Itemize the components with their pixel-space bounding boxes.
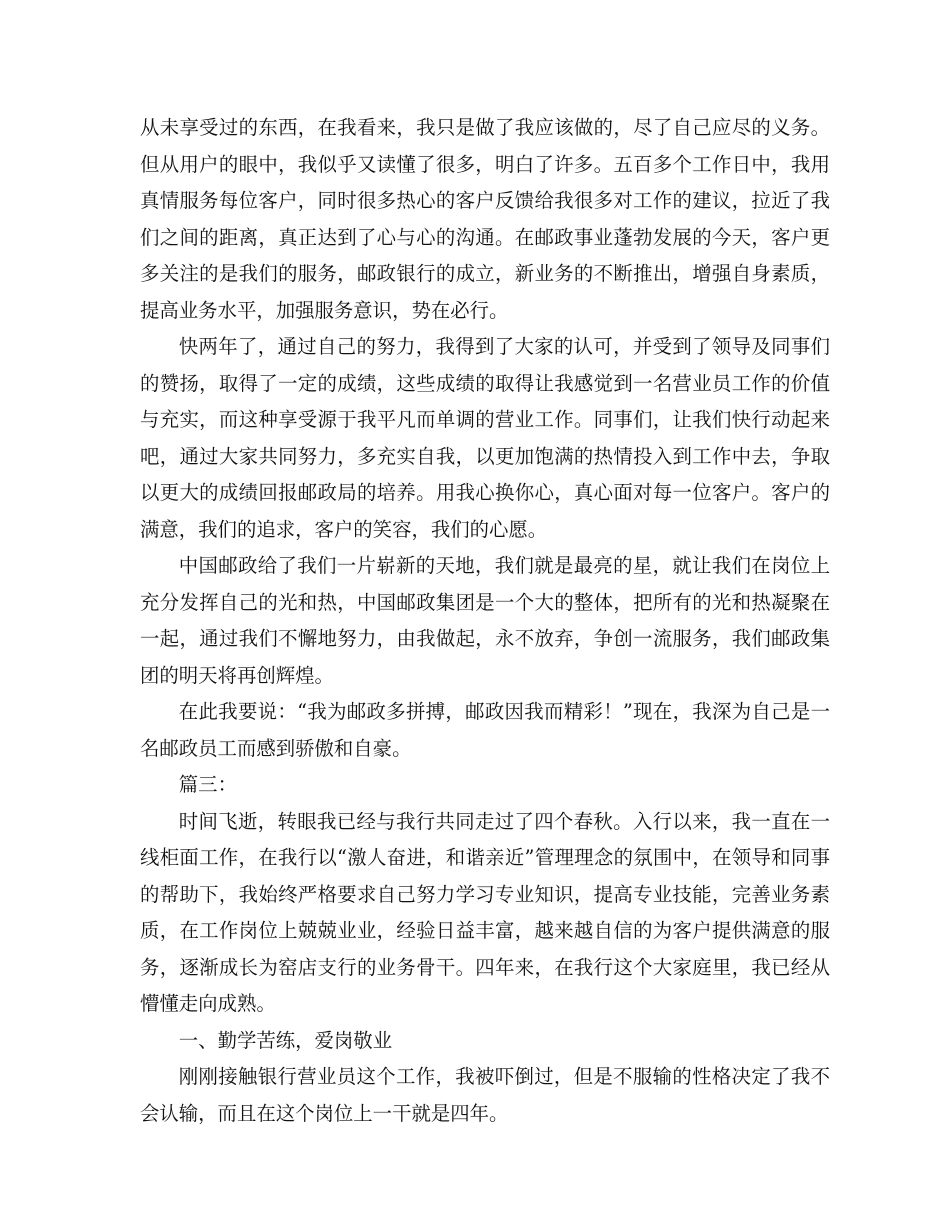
document-body — [140, 110, 830, 1132]
paragraph-6: 刚刚接触银行营业员这个工作，我被吓倒过，但是不服输的性格决定了我不会认输，而且在这个岗位上一干就是四年。 — [140, 1065, 830, 1125]
section-heading-part-three: 篇三： — [178, 773, 237, 796]
subheading-diligent-study: 一、勤学苦练，爱岗敬业 — [178, 1028, 393, 1052]
paragraph-1: 从未享受过的东西，在我看来，我只是做了我应该做的，尽了自己应尽的义务。但从用户的眼中，我似乎又读懂了很多，明白了许多。五百多个工作日中，我用真情服务每位客户，同时很多热心的客户反馈给我很多对工作的建议，拉近了我们之间的距离，真正达到了心与心的沟通。在邮政事业蓬勃发展的今天，客户更多关注的是我们的服务，邮政银行的成立，新业务的不断推出，增强自身素质，提高业务水平，加强服务意识，势在必行。 — [140, 116, 830, 322]
paragraph-2: 快两年了，通过自己的努力，我得到了大家的认可，并受到了领导及同事们的赞扬，取得了一定的成绩，这些成绩的取得让我感觉到一名营业员工作的价值与充实，而这种享受源于我平凡而单调的营业工作。同事们，让我们快行动起来吧，通过大家共同努力，多充实自我，以更加饱满的热情投入到工作中去，争取以更大的成绩回报邮政局的培养。用我心换你心，真心面对每一位客户。客户的满意，我们的追求，客户的笑容，我们的心愿。 — [140, 335, 830, 541]
paragraph-5: 时间飞逝，转眼我已经与我行共同走过了四个春秋。入行以来，我一直在一线柜面工作，在我行以“激人奋进，和谐亲近”管理理念的氛围中，在领导和同事的帮助下，我始终严格要求自己努力学习专业知识，提高专业技能，完善业务素质，在工作岗位上兢兢业业，经验日益丰富，越来越自信的为客户提供满意的服务，逐渐成长为窑店支行的业务骨干。四年来，在我行这个大家庭里，我已经从懵懂走向成熟。 — [140, 809, 830, 1015]
paragraph-3: 中国邮政给了我们一片崭新的天地，我们就是最亮的星，就让我们在岗位上充分发挥自己的光和热，中国邮政集团是一个大的整体，把所有的光和热凝聚在一起，通过我们不懈地努力，由我做起，永不放弃，争创一流服务，我们邮政集团的明天将再创辉煌。 — [140, 554, 830, 687]
paragraph-4: 在此我要说：“我为邮政多拼搏，邮政因我而精彩！”现在，我深为自己是一名邮政员工而感到骄傲和自豪。 — [140, 700, 830, 760]
